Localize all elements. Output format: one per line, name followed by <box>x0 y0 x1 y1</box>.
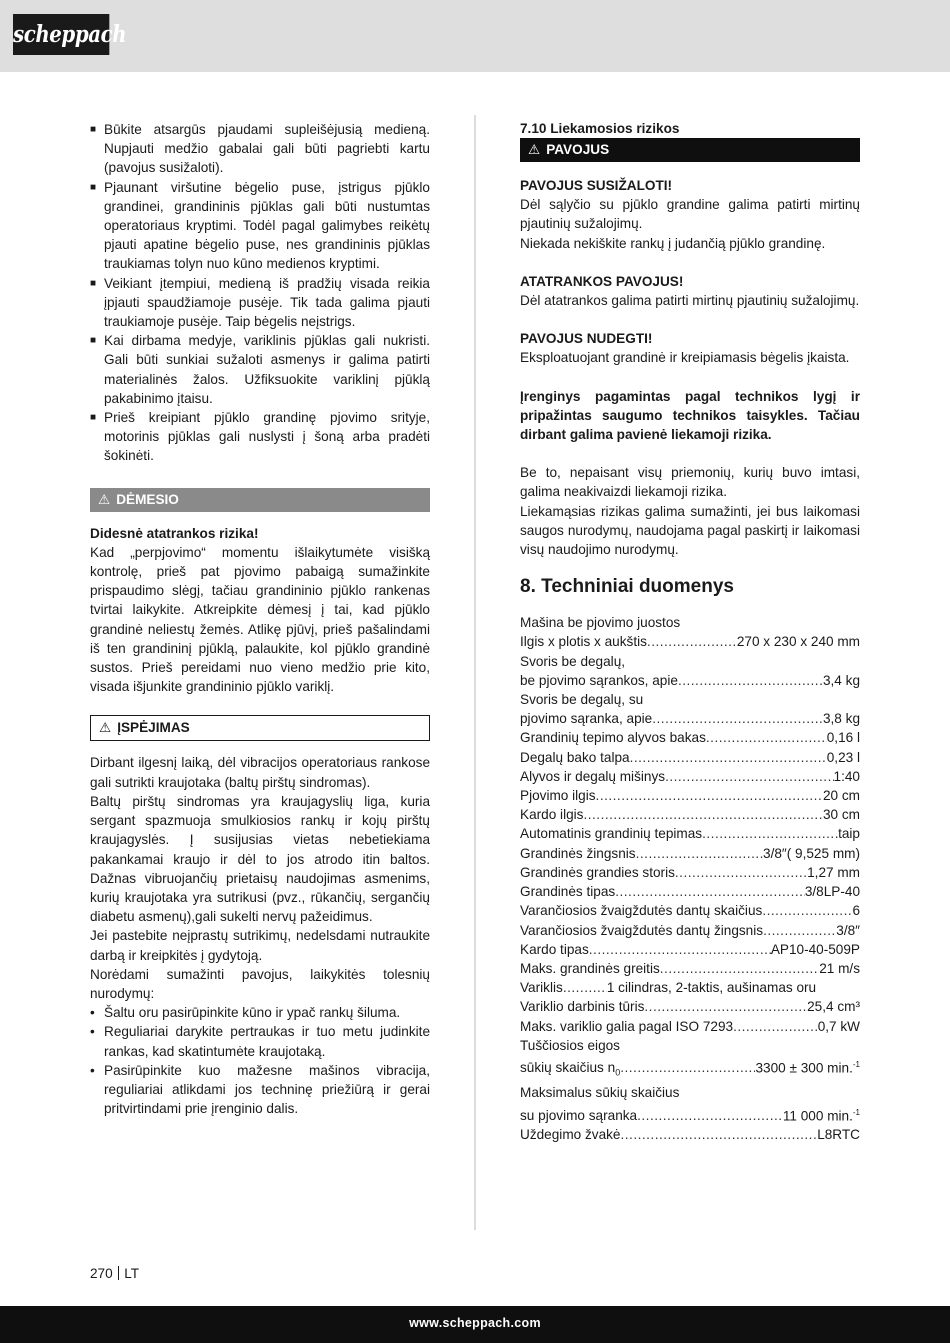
square-bullet-icon: ■ <box>90 277 97 289</box>
hazard-text: Niekada nekiškite rankų į judančią pjūklo grandinę. <box>520 235 826 251</box>
spec-row: Variklis ..... 1 cilindras, 2-taktis, aušinamas oru <box>520 978 860 997</box>
list-item: ■ Būkite atsargūs pjaudami supleišėjusią medieną. Nupjauti medžio gabalai gali būti pagriebti kartu (pavojus susižaloti). <box>90 122 430 176</box>
warning-paragraph: Jei pastebite neįprastų sutrikimų, nedelsdami nutraukite darbą ir kreipkitės į gydytoją. <box>90 928 430 963</box>
spec-row: Degalų bako talpa ..... 0,23 l <box>520 748 860 767</box>
list-item: ■ Veikiant įtempiui, medieną iš pradžių visada reikia įpjauti spaudžiamoje pusėje. Tik tada galima pjauti traukiamoje pusėje. Taip bėgelis neįstrigs. <box>90 275 430 330</box>
section-title: 7.10 Liekamosios rizikos <box>520 121 680 136</box>
page-number: 270 LT <box>90 1266 140 1281</box>
square-bullet-icon: ■ <box>90 181 97 193</box>
hazard-heading: ATATRANKOS PAVOJUS! <box>520 273 684 289</box>
spec-heading: Tuščiosios eigos <box>520 1037 620 1053</box>
hazard-heading: PAVOJUS SUSIŽALOTI! <box>520 178 673 193</box>
dot-bullet-icon: • <box>90 1024 95 1040</box>
warning-paragraph: Dirbant ilgesnį laiką, dėl vibracijos operatoriaus rankose gali sutrikti kraujotaka (baltų pirštų sindromas). <box>90 755 430 790</box>
danger-banner: ⚠ PAVOJUS <box>520 138 860 162</box>
list-item: ■ Kai dirbama medyje, variklinis pjūklas gali nukristi. Gali būti sunkiai sužaloti asmenys ir galima patirti materialinės žalos. Užfiksuokite variklinį pjūklą pakabinimo įtaisu. <box>90 333 430 406</box>
spec-row: Ilgis x plotis x aukštis ..... 270 x 230 x 240 mm <box>520 632 860 651</box>
spec-row: su pjovimo sąranka ..... 11 000 min.$^{-1}$ <box>520 1103 860 1126</box>
standards-statement: Įrenginys pagamintas pagal technikos lygį ir pripažintas saugumo technikos taisykles. Tačiau dirbant galima pavienė liekamoji rizika. <box>520 388 860 443</box>
tech-data-list <box>520 613 860 1144</box>
footer-url: www.scheppach.com <box>409 1316 541 1330</box>
warning-list <box>90 1003 430 1118</box>
spec-row: Grandinės grandies storis ..... 1,27 mm <box>520 863 860 882</box>
spec-row: Uždegimo žvakė ..... L8RTC <box>520 1125 860 1144</box>
attention-heading: Didesnė atatrankos rizika! <box>90 525 259 541</box>
list-item: • Pasirūpinkite kuo mažesne mašinos vibracija, reguliariai atlikdami jos techninę priežiūrą ir gerai pritvirtindami prie įrenginio dalis. <box>90 1062 430 1117</box>
list-item: • Reguliariai darykite pertraukas ir tuo metu judinkite rankas, kad skatintumėte kraujotaką. <box>90 1024 430 1059</box>
warning-paragraph: Baltų pirštų sindromas yra kraujagyslių liga, kuria sergant spazmuoja smulkiosios rankų ir kojų pirštų kraujagyslės. Į susijusias vietas nebetiekiama pakankamai kraujo ir dėl to jos atrodo itin baltos. Dažnas vibruojančių prietaisų naudojimas asmenims, kurių kraujotaka yra sutrikusi (pvz., rūkančių, sergančių diabetu asmenų),gali sukelti nervų pažeidimus. <box>90 793 430 925</box>
dot-bullet-icon: • <box>90 1005 95 1021</box>
safety-bullet-list <box>90 120 430 466</box>
spec-row: Pjovimo ilgis ..... 20 cm <box>520 786 860 805</box>
column-divider <box>474 115 476 1230</box>
spec-row: Varančiosios žvaigždutės dantų žingsnis ..... 3/8″ <box>520 921 860 940</box>
spec-row: Maks. variklio galia pagal ISO 7293 ..... 0,7 kW <box>520 1017 860 1036</box>
warning-triangle-icon: ⚠ <box>99 720 112 736</box>
spec-row: pjovimo sąranka, apie ..... 3,8 kg <box>520 709 860 728</box>
square-bullet-icon: ■ <box>90 124 97 135</box>
spec-row: Alyvos ir degalų mišinys ..... 1:40 <box>520 767 860 786</box>
attention-text: Kad „perpjovimo“ momentu išlaikytumėte visišką kontrolę, prieš pat pjovimo pabaigą sumažinkite prispaudimo slėgį, tačiau grandininio pjūklo rankenas tvirtai laikykite. Atkreipkite dėmesį į tai, kad pjūklo grandinė neliestų žemės. Atlikę pjūvį, prieš pašalindami iš ten grandininį pjūklą, palaukite, kol pjūklo grandinė sustos. Prieš pereidami nuo vieno medžio prie kito, visada išjunkite grandininio pjūklo variklį. <box>90 544 430 695</box>
list-item: • Šaltu oru pasirūpinkite kūno ir ypač rankų šiluma. <box>90 1003 430 1022</box>
separator-bar <box>118 1266 120 1280</box>
hazard-text: Dėl atatrankos galima patirti mirtinų pjautinių sužalojimų. <box>520 293 860 309</box>
brand-logo: scheppach <box>13 14 109 55</box>
hazard-text: Dėl sąlyčio su pjūklo grandine galima patirti mirtinų pjautinių sužalojimų. <box>520 197 860 232</box>
spec-row: Kardo tipas ..... AP10-40-509P <box>520 940 860 959</box>
spec-row: Grandinės žingsnis ..... 3/8″( 9,525 mm) <box>520 844 860 863</box>
spec-heading: Svoris be degalų, <box>520 653 626 669</box>
residual-text: Liekamąsias rizikas galima sumažinti, jei bus laikomasi saugos nurodymų, naudojama pagal paskirtį ir laikomasi visų naudojimo nurodymų. <box>520 503 860 558</box>
list-item: ■ Pjaunant viršutine bėgelio puse, įstrigus pjūklo grandinei, grandininis pjūklas gali būti nustumtas operatoriaus kryptimi. Todėl pagal galimybes reikėtų pjauti apatine bėgelio puse, nes grandininis pjūklas traukiamas tolyn nuo kūno medienos kryptimi. <box>90 179 430 272</box>
dot-bullet-icon: • <box>90 1062 95 1078</box>
spec-row: Variklio darbinis tūris ..... 25,4 cm³ <box>520 997 860 1016</box>
square-bullet-icon: ■ <box>90 412 97 424</box>
warning-paragraph: Norėdami sumažinti pavojus, laikykitės tolesnių nurodymų: <box>90 966 430 1001</box>
hazard-text: Eksploatuojant grandinė ir kreipiamasis bėgelis įkaista. <box>520 350 850 366</box>
spec-row: Automatinis grandinių tepimas ..... taip <box>520 824 860 843</box>
list-item: ■ Prieš kreipiant pjūklo grandinę pjovimo srityje, motorinis pjūklas gali nuslysti į šoną arba pradėti šokinėti. <box>90 410 430 464</box>
spec-row: Grandinių tepimo alyvos bakas ..... 0,16 l <box>520 728 860 747</box>
spec-heading: Svoris be degalų, su <box>520 692 644 708</box>
spec-row: Maks. grandinės greitis ..... 21 m/s <box>520 959 860 978</box>
spec-row: Kardo ilgis ..... 30 cm <box>520 805 860 824</box>
footer-bar <box>0 1306 950 1343</box>
header-bar <box>0 0 950 72</box>
attention-banner: ⚠ DĖMESIO <box>90 488 430 512</box>
left-column <box>90 120 430 1118</box>
tech-data-title: 8. Techniniai duomenys <box>520 576 734 598</box>
warning-triangle-icon: ⚠ <box>528 142 541 157</box>
right-column <box>520 120 860 1145</box>
square-bullet-icon: ■ <box>90 335 97 347</box>
residual-text: Be to, nepaisant visų priemonių, kurių buvo imtasi, galima neakivaizdi liekamoji rizika. <box>520 465 860 500</box>
spec-heading: Maksimalus sūkių skaičius <box>520 1085 680 1101</box>
spec-row: Varančiosios žvaigždutės dantų skaičius ..... 6 <box>520 901 860 920</box>
warning-triangle-icon: ⚠ <box>98 491 111 507</box>
spec-row: Grandinės tipas ..... 3/8LP-40 <box>520 882 860 901</box>
hazard-heading: PAVOJUS NUDEGTI! <box>520 331 653 347</box>
spec-row: be pjovimo sąrankos, apie ..... 3,4 kg <box>520 671 860 690</box>
spec-subtitle: Mašina be pjovimo juostos <box>520 615 681 631</box>
warning-banner: ⚠ ĮSPĖJIMAS <box>90 715 430 741</box>
spec-row: sūkių skaičius $n_0$ ..... 3300 ± 300 min.$^{-1}$ <box>520 1055 860 1083</box>
